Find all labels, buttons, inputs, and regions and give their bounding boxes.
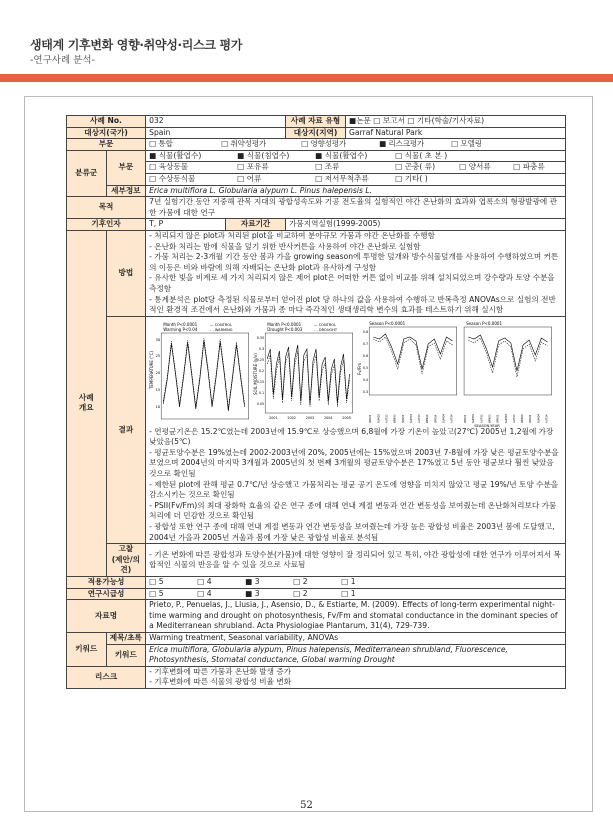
urgency-option: □ 4 [197,588,212,598]
panel1-ytick: 30 [155,337,161,342]
panel2-ytick: 0.15 [256,379,265,384]
soil-moisture-chart [253,319,355,427]
biota-option: □ 식물( 초 본 ) [395,150,448,160]
svg-text:SUM03: SUM03 [505,413,509,423]
svg-text:AUT03: AUT03 [417,414,421,423]
fvfm-line-a [373,334,452,369]
panel4-stats: Season P<0.0001 [466,320,503,326]
biota-option: □ 수상동식물 [149,173,196,183]
applicability-value [146,577,566,589]
panel3-ytick: 0.3 [362,389,368,394]
method-item: - 가뭄 처리는 2-3개월 기간 동안 봄과 가을 growing season에 투명한 덮개와 방수식물덮개를 사용하여 수행하였으며 커튼의 이동은 비와 바람에 의해 자배되는 온난화 plot과 유사하게 구성함 [149,252,559,272]
biota-row-1 [146,150,566,162]
result-item: - 제한된 plot에 관해 평균 0.7℃/년 상승했고 가뭄처리는 평균 공기 온도에 영향을 미치지 않았고 평균 19%/년 토양 수분을 감소시키는 것으로 확인됨 [149,479,559,500]
discussion-value: - 기온 변화에 따른 광합성과 토양수분(가뭄)에 대한 영향이 잘 정리되어 있고 특히, 야간 광합성에 대한 연구가 이루어져서 복합적인 식물의 반응을 알 수 있을 것으로 사료됨 [146,544,566,577]
category-label: 부문 [67,139,146,151]
svg-text:WIN03: WIN03 [488,414,492,423]
case-no-label: 사례 No. [67,116,146,128]
material-type-value: ■논문 □ 보고서 □ 기타(학술/기사자료) [346,116,566,128]
target-region-label: 대상지(지역) [286,127,346,139]
panel2-ytick: 0.05 [256,401,265,406]
discussion-label: 고찰 (제안/의견) [106,544,146,577]
result-item: - 연평균기온은 15.2℃였는데 2003년에 15.9℃로 상승했으며 6,8월에 가장 기온이 높았고(27℃) 2005년 1,2월에 가장 낮았음(5℃) [149,426,554,447]
svg-text:SUM02: SUM02 [376,413,380,423]
panel1-stats2: Warming P<0.04 [163,326,198,332]
biota-option: ■ 식물(활엽수) [149,150,202,160]
panel1-legend-warming: - - WARMING [210,327,233,332]
method-value [146,230,566,316]
svg-text:SUM04: SUM04 [442,413,446,423]
result-figure [149,319,562,427]
applicability-option: □ 4 [197,577,212,586]
biota-option: ■ 식물(침엽수) [237,150,290,160]
svg-text:WIN04: WIN04 [521,414,525,423]
panel1-ytick: 25 [155,353,161,358]
risk-item: - 기후변화에 따른 식물의 광합성 비율 변화 [149,677,292,687]
panel1-ytick: 20 [155,370,161,375]
detail-value: Erica multiflora L. Globularia alypum L. Pinus halepensis L. [146,185,566,197]
page-title: 생태계 기후변화 영향·취약성·리스크 평가 [30,38,243,52]
reference-value: Prieto, P., Penuelas, J., Llusia, J., Asensio, D., & Estiarte, M. (2009). Effects of long-term experimental night-time warming and drought on photosynthesis, Fv/Fm and stomatal conductance in the dominant species of a Mediterranean shrubland. Acta Physiologiae Plantarum, 31(4), 729-739. [146,600,566,633]
svg-text:SUM02: SUM02 [472,413,476,423]
risk-value [146,666,566,688]
fvfm-chart-1 [357,319,459,427]
page-header [0,0,613,82]
biota-option: □ 포유류 [237,162,269,172]
biota-option: □ 기타( ) [395,173,428,183]
purpose-value: 7년 실험기간 동안 지중해 관목 지대의 광합성속도와 기공 전도율의 실험적인 야간 온난화의 효과와 엽록소의 형광발광에 관한 가뭄에 대한 연구 [146,197,566,219]
svg-text:SPR02: SPR02 [368,414,372,423]
applicability-option: □ 1 [341,577,356,586]
urgency-value [146,588,566,600]
category-value [146,139,566,151]
case-no-value: 032 [146,116,286,128]
panel1-ytick: 10 [155,404,161,409]
applicability-option: □ 5 [149,577,164,586]
title-keywords-value: Warming treatment, Seasonal variability, ANOVAs [146,632,566,644]
case-table [66,115,566,689]
biota-row-2 [146,162,566,174]
svg-text:AUT04: AUT04 [450,414,454,423]
applicability-option: □ 2 [293,577,308,586]
period-label: 자료기간 [226,219,286,231]
panel3-ytick: 0.8 [362,329,368,334]
urgency-option: ■ 3 [245,588,260,598]
svg-text:AUT02: AUT02 [480,414,484,423]
keywords-value: Erica multiflora, Globularia alypum, Pinus halepensis, Mediterranean shrubland, Fluorescence, Photosynthesis, Stomatal conductance, Global warming Drought [146,644,566,666]
panel2-xtick: 2005 [342,415,351,420]
temperature-chart [149,319,251,427]
detail-label: 세부정보 [106,185,146,197]
target-label: 대상지(국가) [67,127,146,139]
method-item: - 온난화 처리는 밤에 식물을 덮기 위한 반사커튼을 사용하여 야간 온난화로 실험함 [149,241,421,251]
panel2-ytick: 0.25 [256,357,265,362]
risk-label: 리스크 [67,666,146,688]
target-region-value: Garraf Natural Park [346,127,566,139]
result-value [146,316,566,544]
svg-text:SPR04: SPR04 [529,414,533,423]
fvfm-line-d [468,338,547,377]
svg-text:AUT03: AUT03 [513,414,517,423]
applicability-option: ■ 3 [245,577,260,586]
urgency-option: □ 5 [149,588,164,598]
fvfm-chart-2 [460,319,562,427]
svg-text:SPR04: SPR04 [433,414,437,423]
panel2-ytick: 0.3 [258,346,265,351]
svg-text:SPR03: SPR03 [496,414,500,423]
accent-bar [0,74,613,82]
result-item: - PSII(Fv/Fm)의 최대 광화학 효율의 같은 연구 종에 대해 연내 계절 변동과 연간 변동성을 보여줬는데 온난화처리보다 가뭄 처리에 더 민감한 것으로 확인됨 [149,500,557,521]
svg-text:SUM04: SUM04 [537,413,541,423]
svg-text:AUT04: AUT04 [545,414,549,423]
panel3-ytick: 0.7 [362,341,368,346]
panel2-xtick: 2003 [305,415,315,420]
panel3-ytick: 0.4 [362,377,368,382]
keyword2-label: 키워드 [106,644,146,666]
fvfm-line-b [373,337,452,374]
panel2-ylabel: SOIL MOISTURE (v/v) [252,353,258,395]
material-type-label: 사례 자료 유형 [286,116,346,128]
panel1-ylabel: TEMPERATURE (°C) [149,350,155,389]
panel3-ytick: 0.6 [362,353,368,358]
svg-text:WIN04: WIN04 [425,414,429,423]
panel2-xtick: 2002 [287,415,296,420]
method-item: - 통계분석은 plot당 측정된 식물로부터 얻어진 plot 당 하나의 값을 사용하여 수행하고 반복측정 ANOVAs으로 실험의 전반적인 환경적 조건에서 온난화와 가뭄과 종 마다 즉각적인 생태생리학 변수의 효과를 테스트하기 위해 실시함 [149,294,556,315]
page-number: 52 [300,800,313,811]
temperature-control-line [163,341,244,411]
keyword-label: 키워드 [67,632,107,666]
biota-option: □ 곤충( 류) [395,162,436,172]
panel3-ylabel: Fv/Fm [356,362,362,375]
urgency-label: 연구시급성 [67,588,146,600]
biota-label: 분류군 [67,150,107,196]
biota-row-3 [146,173,566,185]
biota-option: □ 어류 [237,173,262,183]
case-overview-label: 사례 개요 [67,230,107,576]
sector-option: □ 모델링 [451,139,482,149]
panel2-ytick: 0.1 [258,390,265,395]
panel2-xtick: 2004 [323,415,333,420]
result-item: - 평균토양수분은 19%였는데 2002-2003년에 20%, 2005년에는 15%였으며 2003년 7-8월에 가장 낮은 평균토양수분을 보였으며 2004년의 마지막 3개월과 2005년의 첫 번째 3개월의 평균토양수분은 17%였고 5년 동안 평균보다 훨씬 낮았음 것으로 확인됨 [149,447,559,479]
svg-text:SUM03: SUM03 [409,413,413,423]
biota-option: □ 조류 [315,162,340,172]
result-item: - 광합성 또한 연구 종에 대해 연내 계절 변동과 연간 변동성을 보여줬는데 가장 높은 광합성 비율은 2003년 봄에 도달했고, 2004년 가을과 2005년 겨울과 봄에 가장 낮은 광합성 비율로 분석됨 [149,522,555,542]
svg-text:WIN03: WIN03 [393,414,397,423]
svg-text:SPR03: SPR03 [401,414,405,423]
method-item: - 처리되지 않은 plot과 처리된 plot을 비교하여 분야규모 가뭄과 야간 온난화를 수행함 [149,230,435,240]
panel1-ytick: 15 [155,387,161,392]
panel1-legend-control: — CONTROL [210,322,233,327]
panel2-legend-drought: - - DROUGHT [313,327,337,332]
panel2-ytick: 0.2 [258,368,265,373]
urgency-option: □ 1 [341,588,356,598]
climate-factor-value: T, P [146,219,226,231]
biota-option: □ 양서류 [459,162,491,172]
biota-option: □ 파충류 [513,162,545,172]
panel2-ytick: 0.35 [256,335,265,340]
applicability-label: 적용가능성 [67,577,146,589]
sector-option: □ 영향성평가 [301,139,346,149]
sector-option: ■ 리스크평가 [379,139,424,149]
urgency-option: □ 2 [293,588,308,598]
svg-text:SPR02: SPR02 [464,414,468,423]
reference-label: 자료명 [67,600,146,633]
svg-text:AUT02: AUT02 [385,414,389,423]
panel2-stats: Month P<0.0001 [267,321,302,327]
fvfm-xlabel: SEASON-YEAR [474,423,501,427]
result-label: 결과 [106,316,146,544]
soil-moisture-control-line [267,345,349,404]
panel2-legend-control: — CONTROL [313,322,336,327]
title-abstract-label: 제목/초록 [106,632,146,644]
target-value: Spain [146,127,286,139]
fvfm-line-c [468,335,547,371]
panel3-ytick: 0.5 [362,365,368,370]
panel2-xtick: 2001 [268,415,278,420]
sector-option: □ 취약성평가 [221,139,266,149]
panel3-stats: Season P<0.0001 [368,320,405,326]
biota-option: □ 육상동물 [149,162,189,172]
climate-factor-label: 기후인자 [67,219,146,231]
page-subtitle: -연구사례 분석- [30,55,95,66]
risk-item: - 기후변화에 따른 가뭄과 온난화 발생 증가 [149,666,292,676]
purpose-label: 목적 [67,197,146,219]
biota-option: □ 저서무척추류 [315,173,369,183]
panel2-stats2: Drought P<0.003 [267,326,303,332]
biota-option: ■ 식물(활엽수) [315,150,368,160]
period-value: 가뭄지역실험(1999-2005) [286,219,566,231]
sector-option: □ 통합 [149,139,173,149]
sub-category-label: 부문 [106,150,146,185]
temperature-warming-line [163,338,244,408]
method-item: - 유사한 빛을 비계로 세 가지 처리되지 않은 제어 plot은 어떠한 커튼 없이 비교를 위해 설치되었으며 강수량과 토양 수분을 측정함 [149,273,555,293]
method-label: 방법 [106,230,146,316]
panel1-stats: Month P<0.0001 [163,321,198,327]
